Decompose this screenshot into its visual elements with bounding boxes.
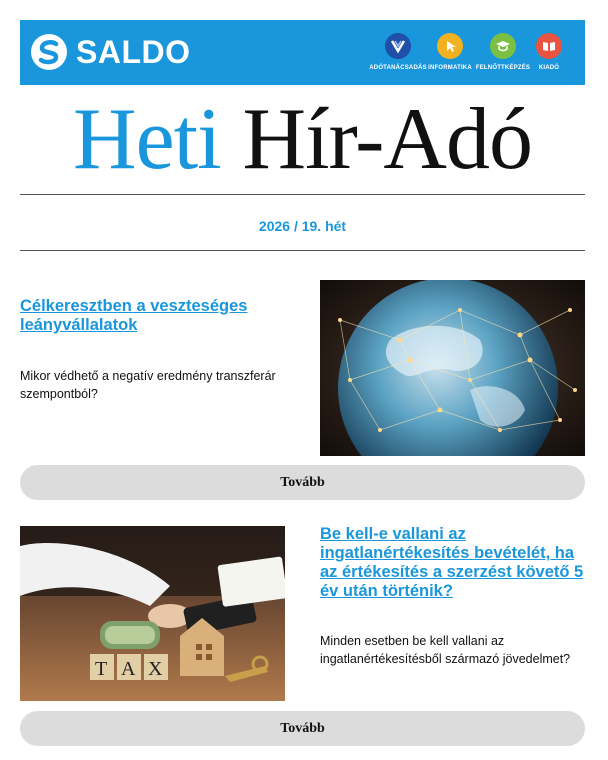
issue-week: 2026 / 19. hét: [258, 218, 347, 234]
saldo-s-icon: [30, 33, 68, 71]
category-label: INFORMATIKA: [428, 65, 472, 71]
tax-house-money-image: [20, 526, 285, 701]
read-more-button[interactable]: Tovább: [20, 711, 585, 746]
article-1-lead: Mikor védhető a negatív eredmény transzferár szempontból?: [20, 369, 276, 401]
saldo-logo[interactable]: [30, 33, 191, 71]
category-label: ADÓTANÁCSADÁS: [369, 65, 427, 71]
header-bar: [20, 20, 585, 85]
read-more-button[interactable]: Tovább: [20, 465, 585, 500]
cursor-click-icon: [437, 33, 463, 59]
category-kiado[interactable]: [514, 33, 584, 71]
network-globe-image: [320, 280, 585, 456]
svg-text:T: T: [95, 658, 108, 680]
category-nav: [363, 33, 583, 83]
title-hir-ado: Hír-Adó: [242, 91, 532, 188]
graduation-cap-icon: [490, 33, 516, 59]
category-label: KIADÓ: [538, 65, 560, 71]
divider-top: [20, 194, 585, 195]
article-2-lead: Minden esetben be kell vallani az ingatlanértékesítésből származó jövedelmet?: [320, 634, 571, 666]
svg-text:X: X: [148, 658, 163, 680]
divider-bottom: [20, 250, 585, 251]
newsletter-title: [20, 90, 585, 190]
article-2-title[interactable]: Be kell-e vallani az ingatlanértékesítés bevételét, ha az értékesítés a szerzést követő 5 év után történik?: [320, 525, 584, 600]
open-book-icon: [536, 33, 562, 59]
category-label: FELNŐTTKÉPZÉS: [475, 65, 531, 71]
checkmark-v-icon: [385, 33, 411, 59]
brand-name: SALDO: [76, 33, 191, 70]
svg-text:A: A: [121, 658, 136, 680]
article-1-title[interactable]: Célkeresztben a veszteséges leányvállalatok: [20, 297, 248, 334]
title-heti: Heti: [73, 91, 221, 188]
